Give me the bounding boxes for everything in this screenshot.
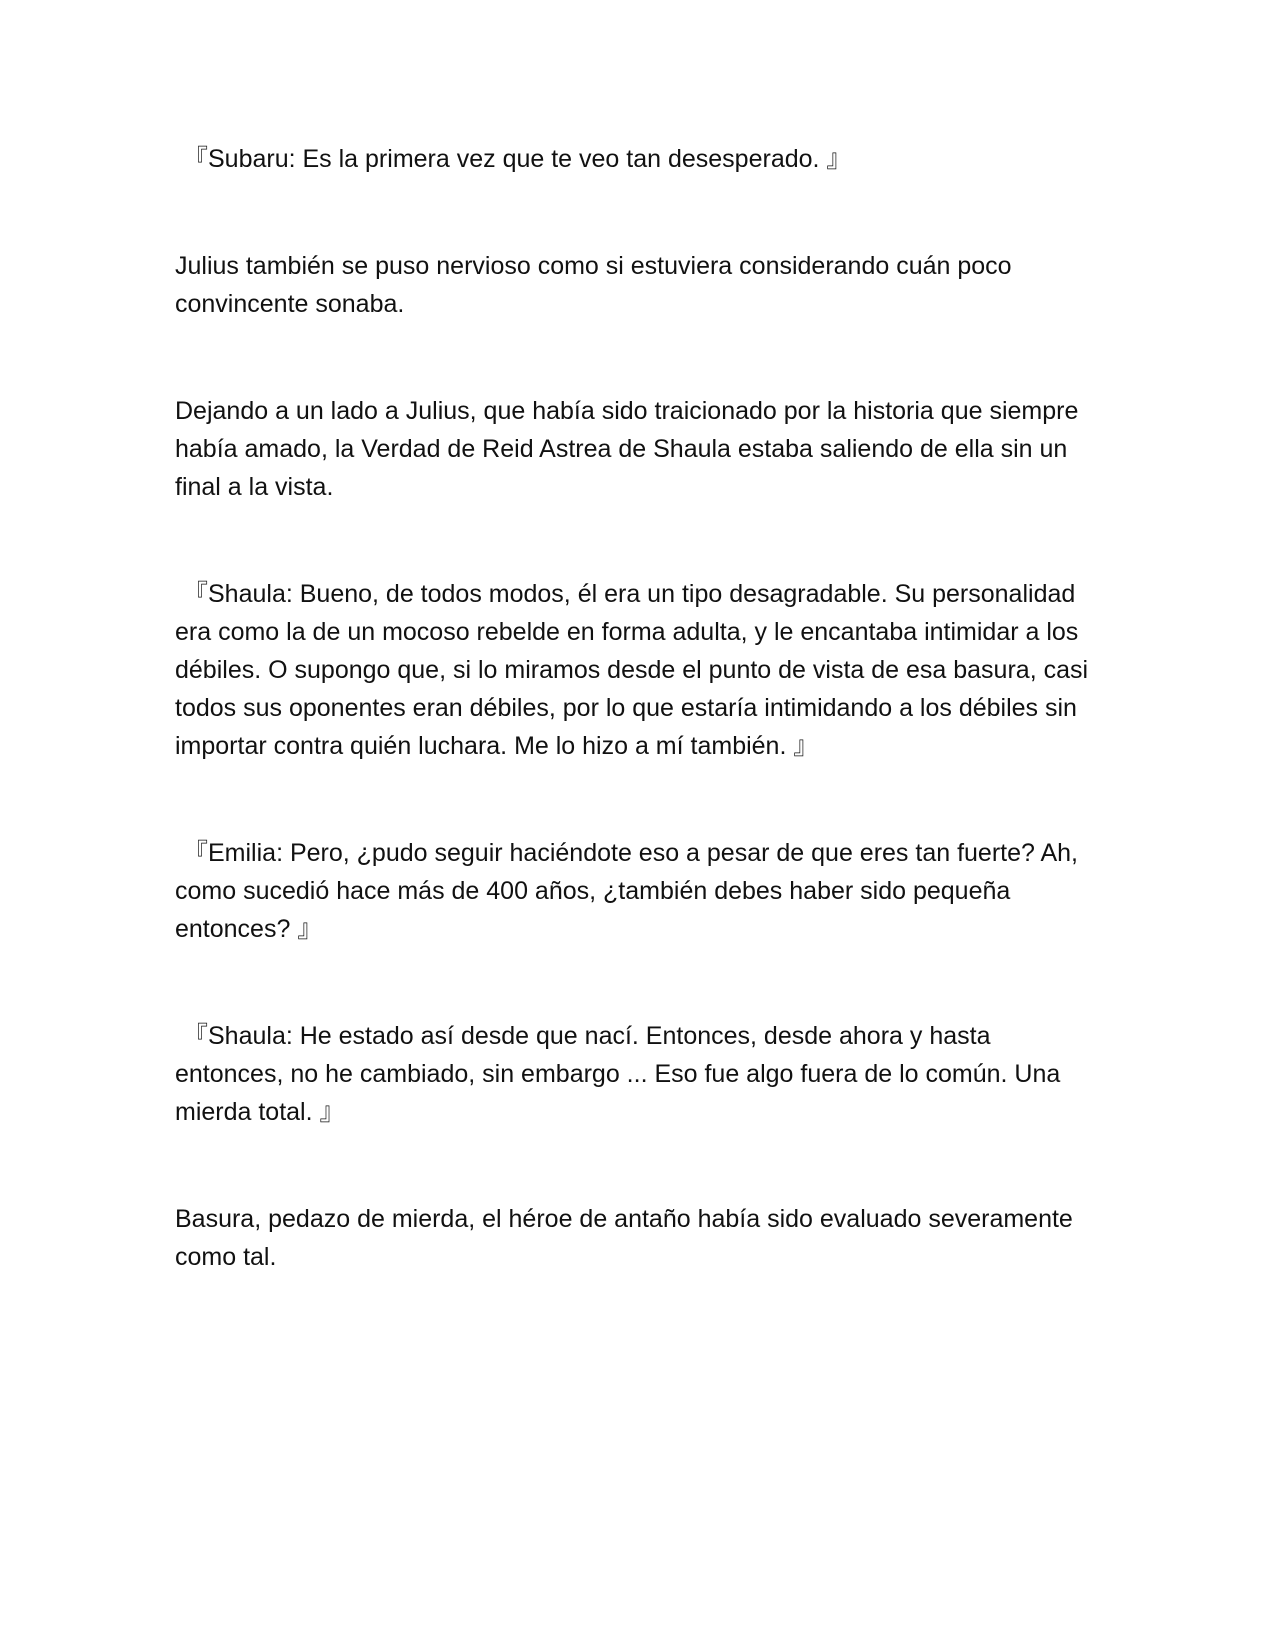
paragraph-julius-narration: Julius también se puso nervioso como si estuviera considerando cuán poco convincente sonaba. [175, 252, 1012, 318]
paragraph-shaula-dialogue-1: 『Shaula: Bueno, de todos modos, él era un tipo desagradable. Su personalidad era como la de un mocoso rebelde en forma adulta, y le encantaba intimidar a los débiles. O supongo que, si lo miramos desde el punto de vista de esa basura, casi todos sus oponentes eran débiles, por lo que estaría intimidando a los débiles sin importar contra quién luchara. Me lo hizo a mí también. 』 [175, 580, 1089, 760]
paragraph-emilia-dialogue: 『Emilia: Pero, ¿pudo seguir haciéndote eso a pesar de que eres tan fuerte? Ah, como sucedió hace más de 400 años, ¿también debes haber sido pequeña entonces? 』 [175, 839, 1078, 943]
paragraph-subaru-dialogue: 『Subaru: Es la primera vez que te veo tan desesperado. 』 [183, 145, 852, 173]
paragraph-hero-narration: Basura, pedazo de mierda, el héroe de antaño había sido evaluado severamente como tal. [175, 1205, 1073, 1271]
document-body [175, 140, 1105, 1345]
paragraph-reid-narration: Dejando a un lado a Julius, que había sido traicionado por la historia que siempre había amado, la Verdad de Reid Astrea de Shaula estaba saliendo de ella sin un final a la vista. [175, 397, 1079, 501]
paragraph-shaula-dialogue-2: 『Shaula: He estado así desde que nací. Entonces, desde ahora y hasta entonces, no he cambiado, sin embargo ... Eso fue algo fuera de lo común. Una mierda total. 』 [175, 1022, 1061, 1126]
